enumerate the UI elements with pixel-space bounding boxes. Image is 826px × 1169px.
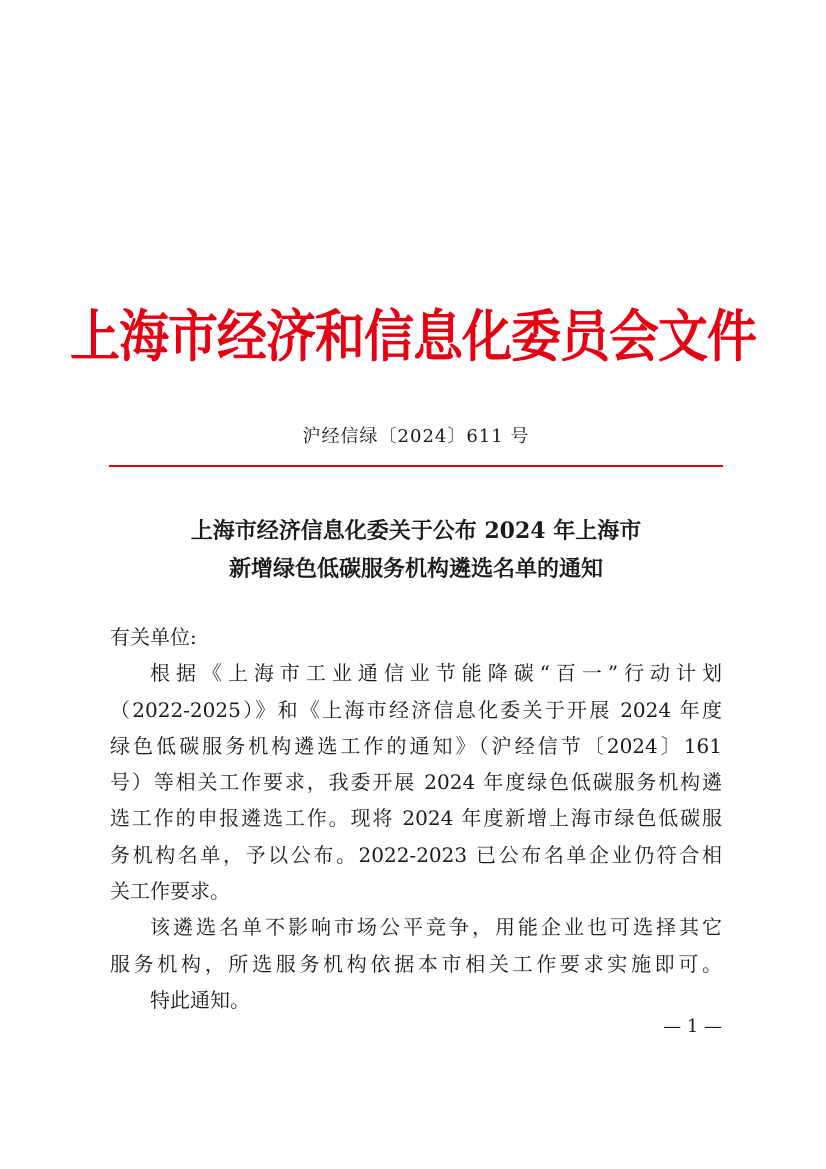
salutation: 有关单位: <box>110 625 197 649</box>
closing-statement: 特此通知。 <box>150 987 250 1012</box>
paragraph-1-line-5: 选工作的申报遴选工作。现将 2024 年度新增上海市绿色低碳服 <box>110 806 722 831</box>
paragraph-1-line-3: 绿色低碳服务机构遴选工作的通知》（沪经信节〔2024〕161 <box>110 733 722 758</box>
document-title-line-1: 上海市经济信息化委关于公布 2024 年上海市 <box>190 518 642 544</box>
document-title-line-2: 新增绿色低碳服务机构遴选名单的通知 <box>228 556 603 582</box>
document-body <box>110 619 722 1018</box>
paragraph-1-line-1: 根据《上海市工业通信业节能降碳“百一”行动计划 <box>150 661 722 686</box>
paragraph-1-line-6: 务机构名单，予以公布。2022-2023 已公布名单企业仍符合相 <box>110 842 722 867</box>
page-number: — 1 — <box>663 1016 722 1037</box>
paragraph-1-line-4: 号）等相关工作要求，我委开展 2024 年度绿色低碳服务机构遴 <box>110 770 722 795</box>
paragraph-2-line-2: 服务机构，所选服务机构依据本市相关工作要求实施即可。 <box>110 951 722 976</box>
document-number: 沪经信绿〔2024〕611 号 <box>302 426 530 447</box>
masthead-title: 上海市经济和信息化委员会文件 <box>70 303 756 370</box>
paragraph-2-line-1: 该遴选名单不影响市场公平竞争，用能企业也可选择其它 <box>150 915 722 940</box>
paragraph-1-line-2: （2022-2025）》和《上海市经济信息化委关于开展 2024 年度 <box>110 697 722 722</box>
document-title <box>110 512 722 588</box>
paragraph-1-line-7: 关工作要求。 <box>110 879 230 904</box>
red-separator-line <box>109 465 723 467</box>
